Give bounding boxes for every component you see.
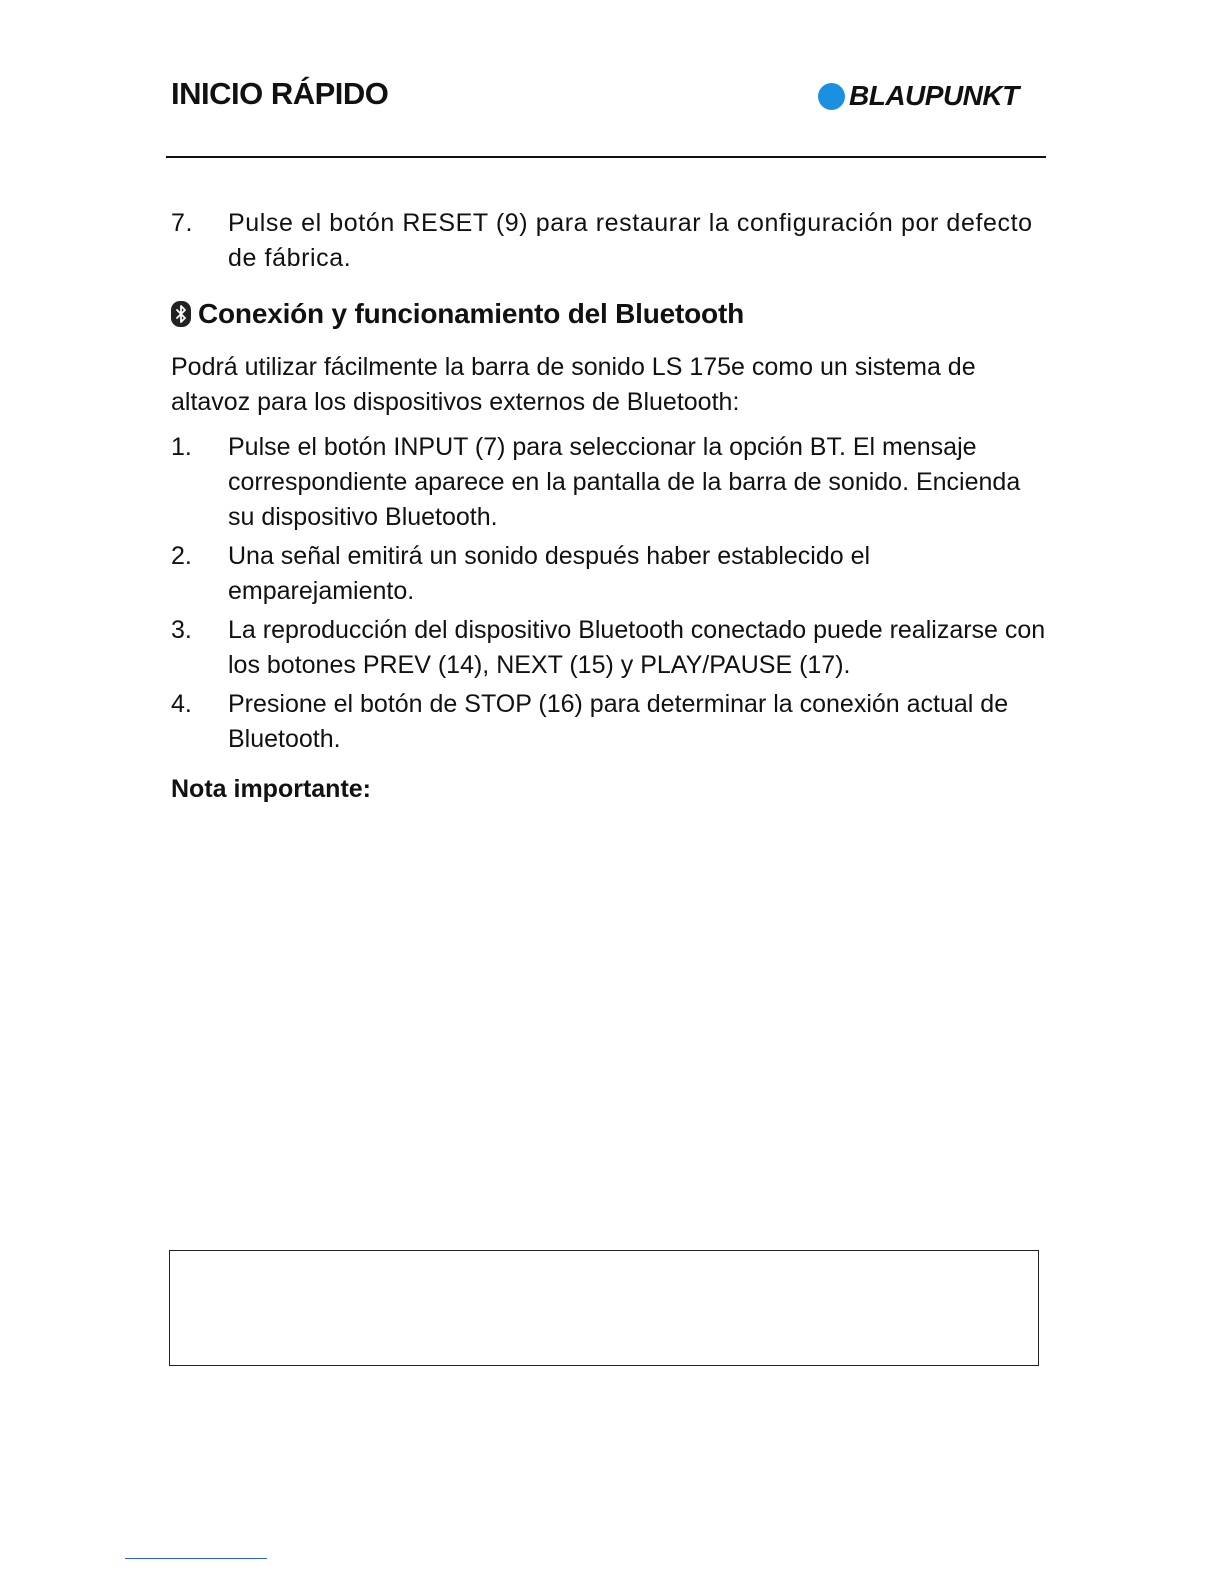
list-item-text: Pulse el botón RESET (9) para restaurar la configuración por defecto de fábrica. xyxy=(228,209,1033,272)
note-box xyxy=(169,1250,1039,1366)
brand-dot-icon xyxy=(818,83,845,110)
section-heading xyxy=(171,298,744,330)
list-item-number: 3. xyxy=(171,616,192,644)
list-item xyxy=(171,687,1051,757)
list-item-7 xyxy=(171,206,1051,276)
list-item xyxy=(171,539,1051,609)
list-item xyxy=(171,430,1051,535)
list-item-number: 1. xyxy=(171,433,192,461)
page-title: INICIO RÁPIDO xyxy=(171,76,389,111)
list-item-number: 7. xyxy=(171,209,194,237)
header-divider xyxy=(166,156,1046,158)
list-item-text: La reproducción del dispositivo Bluetooth conectado puede realizarse con los botones PREV (14), NEXT (15) y PLAY/PAUSE (17). xyxy=(228,616,1046,679)
list-item-text: Presione el botón de STOP (16) para determinar la conexión actual de Bluetooth. xyxy=(228,690,1009,753)
footer-link-underline xyxy=(125,1558,267,1559)
list-item-text: Una señal emitirá un sonido después haber establecido el emparejamiento. xyxy=(228,542,871,605)
steps-list xyxy=(171,430,1051,761)
section-heading-text: Conexión y funcionamiento del Bluetooth xyxy=(198,298,744,329)
intro-paragraph: Podrá utilizar fácilmente la barra de sonido LS 175e como un sistema de altavoz para los dispositivos externos de Bluetooth: xyxy=(171,353,976,416)
brand-name: BLAUPUNKT xyxy=(849,80,1019,111)
brand-logo xyxy=(818,80,1019,112)
list-item-number: 2. xyxy=(171,542,192,570)
bluetooth-icon xyxy=(171,301,191,327)
list-item xyxy=(171,613,1051,683)
note-heading: Nota importante: xyxy=(171,775,371,803)
list-item-text: Pulse el botón INPUT (7) para seleccionar la opción BT. El mensaje correspondiente aparece en la pantalla de la barra de sonido. Encienda su dispositivo Bluetooth. xyxy=(228,433,1021,531)
list-item-number: 4. xyxy=(171,690,192,718)
